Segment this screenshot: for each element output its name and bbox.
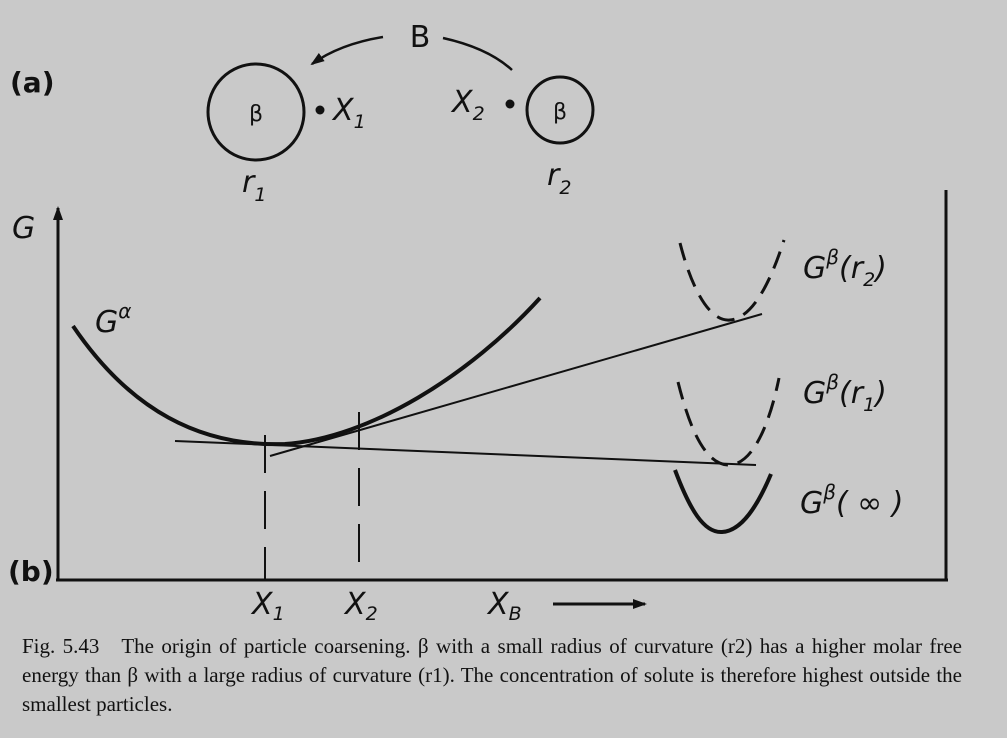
x1-tick-label: $X_1$	[252, 587, 285, 625]
tangent-line-r1	[175, 441, 756, 465]
g-beta-r2-label: $G^\beta(r_2)$	[803, 245, 887, 291]
g-beta-inf-label: $G^\beta$( ∞ )	[800, 480, 904, 521]
g-beta-r2-curve	[680, 240, 784, 320]
diffusion-arc-left	[312, 37, 383, 64]
caption-text: The origin of particle coarsening. β with a small radius of curvature (r2) has a higher molar free energy than β with a large radius of curvature (r1). The concentration of solute is therefore highest outside the smallest particles.	[22, 634, 968, 716]
g-beta-r1-curve	[678, 378, 779, 465]
radius-label-r2: $r_2$	[547, 158, 572, 199]
solute-dot-x2	[506, 100, 515, 109]
solute-dot-x1	[316, 106, 325, 115]
g-alpha-curve	[73, 298, 540, 444]
x2-tick-label: $X_2$	[345, 587, 378, 625]
tangent-line-r2	[270, 314, 762, 456]
figure-caption	[22, 632, 968, 719]
beta-label-small: β	[552, 100, 568, 125]
x-axis-label: $X_B$	[488, 587, 522, 625]
radius-label-r1: $r_1$	[242, 165, 267, 206]
panel-b-label: (b)	[8, 555, 54, 588]
y-axis-label: G	[12, 211, 36, 246]
figure-number: Fig. 5.43	[22, 634, 100, 658]
g-alpha-label: $G^\alpha$	[95, 299, 132, 340]
g-beta-inf-curve	[675, 470, 771, 532]
diffusion-arc-right	[443, 38, 512, 70]
conc-label-x1: $X_1$	[333, 93, 366, 133]
beta-label-large: β	[248, 102, 264, 127]
conc-label-x2: $X_2$	[452, 85, 485, 125]
solute-b-label: B	[409, 20, 431, 55]
panel-a-label: (a)	[10, 66, 55, 99]
g-beta-r1-label: $G^\beta(r_1)$	[803, 370, 887, 416]
